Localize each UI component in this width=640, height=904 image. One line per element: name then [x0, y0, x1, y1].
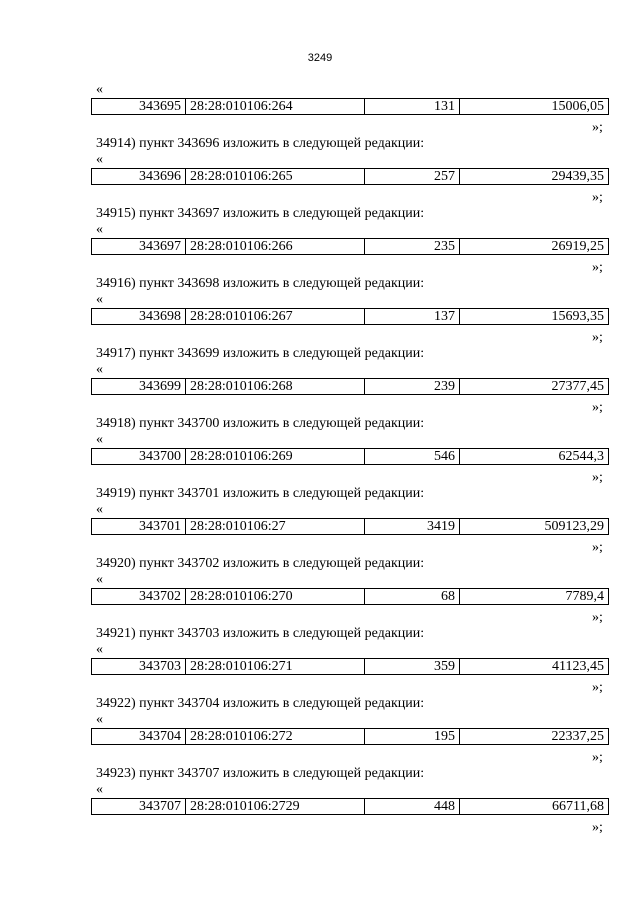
close-quote: »;: [592, 330, 603, 345]
cadastral-number: 28:28:010106:267: [186, 309, 365, 325]
table-row: [92, 519, 609, 535]
instruction-text: 34920) пункт 343702 изложить в следующей редакции:: [96, 556, 425, 571]
close-quote: »;: [592, 680, 603, 695]
area-value: 195: [365, 729, 460, 745]
open-quote: «: [96, 782, 103, 797]
table-row: [92, 589, 609, 605]
row-number: 343696: [92, 169, 186, 185]
row-number: 343700: [92, 449, 186, 465]
data-table: [91, 168, 609, 185]
amount-value: 41123,45: [460, 659, 609, 675]
page-number: 3249: [307, 52, 333, 64]
instruction-text: 34919) пункт 343701 изложить в следующей редакции:: [96, 486, 425, 501]
row-number: 343707: [92, 799, 186, 815]
instruction-text: 34917) пункт 343699 изложить в следующей редакции:: [96, 346, 425, 361]
close-quote: »;: [592, 470, 603, 485]
data-table: [91, 98, 609, 115]
row-number: 343699: [92, 379, 186, 395]
close-quote: »;: [592, 190, 603, 205]
data-table: [91, 378, 609, 395]
table-row: [92, 379, 609, 395]
area-value: 239: [365, 379, 460, 395]
cadastral-number: 28:28:010106:264: [186, 99, 365, 115]
instruction-text: 34921) пункт 343703 изложить в следующей редакции:: [96, 626, 425, 641]
data-table: [91, 518, 609, 535]
amount-value: 15006,05: [460, 99, 609, 115]
open-quote: «: [96, 152, 103, 167]
open-quote: «: [96, 82, 103, 97]
cadastral-number: 28:28:010106:271: [186, 659, 365, 675]
instruction-text: 34918) пункт 343700 изложить в следующей редакции:: [96, 416, 425, 431]
row-number: 343703: [92, 659, 186, 675]
cadastral-number: 28:28:010106:2729: [186, 799, 365, 815]
data-table: [91, 448, 609, 465]
open-quote: «: [96, 222, 103, 237]
area-value: 131: [365, 99, 460, 115]
row-number: 343698: [92, 309, 186, 325]
area-value: 3419: [365, 519, 460, 535]
open-quote: «: [96, 712, 103, 727]
cadastral-number: 28:28:010106:266: [186, 239, 365, 255]
area-value: 546: [365, 449, 460, 465]
table-row: [92, 99, 609, 115]
close-quote: »;: [592, 260, 603, 275]
amount-value: 509123,29: [460, 519, 609, 535]
area-value: 68: [365, 589, 460, 605]
table-row: [92, 729, 609, 745]
open-quote: «: [96, 502, 103, 517]
cadastral-number: 28:28:010106:27: [186, 519, 365, 535]
area-value: 137: [365, 309, 460, 325]
close-quote: »;: [592, 540, 603, 555]
area-value: 448: [365, 799, 460, 815]
instruction-text: 34914) пункт 343696 изложить в следующей редакции:: [96, 136, 425, 151]
instruction-text: 34922) пункт 343704 изложить в следующей редакции:: [96, 696, 425, 711]
amount-value: 15693,35: [460, 309, 609, 325]
data-table: [91, 588, 609, 605]
instruction-text: 34916) пункт 343698 изложить в следующей редакции:: [96, 276, 425, 291]
table-row: [92, 799, 609, 815]
instruction-text: 34923) пункт 343707 изложить в следующей редакции:: [96, 766, 425, 781]
amount-value: 29439,35: [460, 169, 609, 185]
close-quote: »;: [592, 610, 603, 625]
cadastral-number: 28:28:010106:272: [186, 729, 365, 745]
close-quote: »;: [592, 750, 603, 765]
cadastral-number: 28:28:010106:268: [186, 379, 365, 395]
area-value: 235: [365, 239, 460, 255]
row-number: 343695: [92, 99, 186, 115]
data-table: [91, 308, 609, 325]
open-quote: «: [96, 432, 103, 447]
amount-value: 27377,45: [460, 379, 609, 395]
amount-value: 7789,4: [460, 589, 609, 605]
close-quote: »;: [592, 120, 603, 135]
table-row: [92, 239, 609, 255]
row-number: 343702: [92, 589, 186, 605]
open-quote: «: [96, 362, 103, 377]
open-quote: «: [96, 292, 103, 307]
close-quote: »;: [592, 820, 603, 835]
data-table: [91, 728, 609, 745]
table-row: [92, 169, 609, 185]
table-row: [92, 309, 609, 325]
row-number: 343704: [92, 729, 186, 745]
row-number: 343701: [92, 519, 186, 535]
data-table: [91, 798, 609, 815]
open-quote: «: [96, 642, 103, 657]
data-table: [91, 238, 609, 255]
close-quote: »;: [592, 400, 603, 415]
area-value: 257: [365, 169, 460, 185]
cadastral-number: 28:28:010106:269: [186, 449, 365, 465]
amount-value: 66711,68: [460, 799, 609, 815]
table-row: [92, 659, 609, 675]
instruction-text: 34915) пункт 343697 изложить в следующей редакции:: [96, 206, 425, 221]
cadastral-number: 28:28:010106:270: [186, 589, 365, 605]
table-row: [92, 449, 609, 465]
open-quote: «: [96, 572, 103, 587]
area-value: 359: [365, 659, 460, 675]
amount-value: 62544,3: [460, 449, 609, 465]
data-table: [91, 658, 609, 675]
amount-value: 22337,25: [460, 729, 609, 745]
amount-value: 26919,25: [460, 239, 609, 255]
cadastral-number: 28:28:010106:265: [186, 169, 365, 185]
row-number: 343697: [92, 239, 186, 255]
